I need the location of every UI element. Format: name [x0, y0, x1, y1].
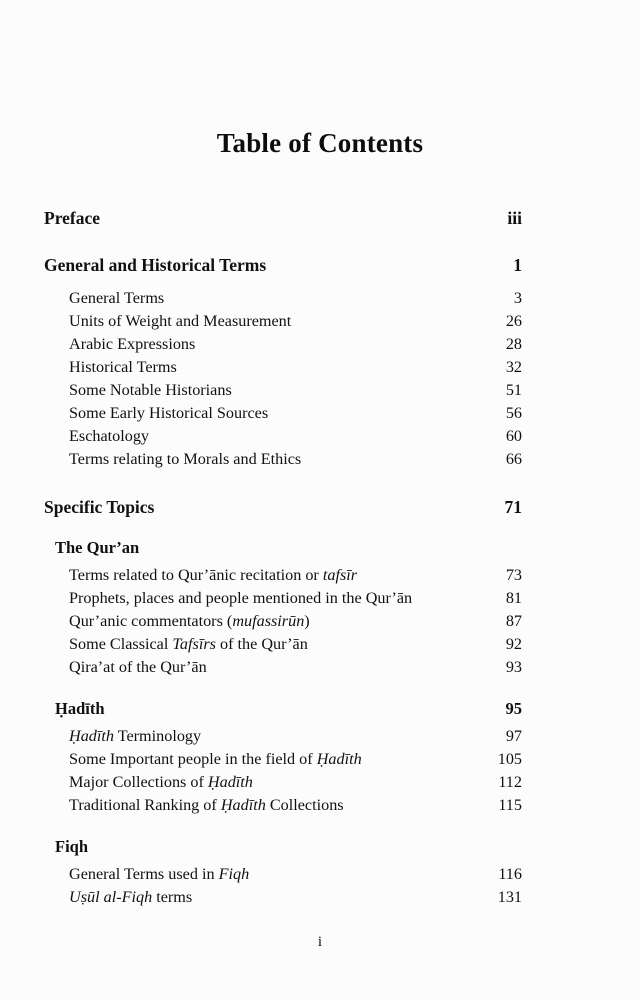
toc-entry[interactable] — [69, 863, 522, 886]
toc-entry[interactable] — [69, 725, 522, 748]
toc-entry-page-number: 60 — [505, 427, 522, 445]
spacer — [44, 229, 522, 255]
toc-entry-label: General and Historical Terms — [44, 255, 267, 275]
toc-entry-label: Uṣūl al-Fiqh terms — [69, 888, 193, 906]
transliterated-term: Ḥadīth — [69, 727, 114, 745]
toc-entry[interactable] — [44, 208, 522, 229]
page-title: Table of Contents — [216, 128, 424, 158]
toc-entry-label: Some Notable Historians — [69, 381, 232, 399]
toc-entry-label: Terms related to Qur’ānic recitation or tafsīr — [69, 566, 358, 584]
toc-entry-label: Specific Topics — [44, 497, 155, 517]
toc-entry-label: Arabic Expressions — [69, 335, 196, 353]
transliterated-term: mufassirūn — [232, 612, 305, 630]
spacer — [44, 817, 522, 837]
toc-entry-label: Eschatology — [69, 427, 150, 445]
toc-entry-label: Qira’at of the Qur’ān — [69, 658, 207, 676]
toc-entry-page-number: 32 — [505, 358, 522, 376]
toc-entry-label: Some Early Historical Sources — [69, 404, 269, 422]
spacer — [44, 679, 522, 699]
toc-entry-label: Preface — [44, 208, 101, 228]
spacer — [44, 276, 522, 287]
toc-entry-page-number: 92 — [505, 635, 522, 653]
toc-entry-label: Major Collections of Ḥadīth — [69, 773, 253, 791]
spacer — [44, 471, 522, 497]
toc-entry[interactable] — [69, 356, 522, 379]
toc-entry[interactable] — [44, 255, 522, 276]
toc-entry-page-number: 87 — [505, 612, 522, 630]
toc-entry-label: Prophets, places and people mentioned in the Qur’ān — [69, 589, 413, 607]
toc-entry-page-number: 115 — [498, 796, 522, 814]
toc-entry[interactable] — [69, 886, 522, 909]
toc-entry[interactable] — [69, 587, 522, 610]
toc-entry-label: General Terms — [69, 289, 165, 307]
toc-entry-label: The Qur’an — [55, 538, 140, 557]
toc-entry[interactable] — [69, 379, 522, 402]
toc-entry-label: Fiqh — [55, 837, 89, 856]
toc-entry-page-number: 81 — [505, 589, 522, 607]
toc-entry-page-number: 51 — [505, 381, 522, 399]
toc-entry-page-number: 28 — [505, 335, 522, 353]
toc-entry-page-number: 66 — [505, 450, 522, 468]
toc-entry[interactable] — [69, 287, 522, 310]
page-folio-number: i — [317, 934, 323, 950]
toc-entry-label: Ḥadīth Terminology — [69, 727, 202, 745]
toc-entry-page-number: 116 — [498, 865, 522, 883]
toc-entry[interactable] — [69, 310, 522, 333]
toc-entry[interactable] — [55, 699, 522, 719]
toc-entry[interactable] — [69, 425, 522, 448]
toc-entry[interactable] — [69, 633, 522, 656]
toc-entry[interactable] — [69, 610, 522, 633]
toc-entry-label: Terms relating to Morals and Ethics — [69, 450, 302, 468]
toc-entry-page-number: 95 — [505, 699, 522, 718]
toc-entry-page-number: 26 — [505, 312, 522, 330]
toc-entry[interactable] — [69, 748, 522, 771]
toc-entry-label: Traditional Ranking of Ḥadīth Collections — [69, 796, 344, 814]
toc-entry[interactable] — [44, 497, 522, 518]
transliterated-term: Ḥadīth — [207, 773, 253, 791]
toc-entry-page-number: 71 — [504, 497, 522, 517]
toc-entry-page-number: 97 — [505, 727, 522, 745]
toc-entry-page-number: 1 — [513, 255, 522, 275]
toc-entry-list — [44, 208, 522, 909]
transliterated-term: Fiqh — [218, 865, 250, 883]
toc-entry[interactable] — [69, 771, 522, 794]
toc-entry[interactable] — [69, 656, 522, 679]
toc-entry-page-number: 3 — [513, 289, 522, 307]
toc-entry-label: General Terms used in Fiqh — [69, 865, 250, 883]
toc-entry[interactable] — [69, 564, 522, 587]
toc-entry-page-number: 73 — [505, 566, 522, 584]
toc-entry[interactable] — [69, 794, 522, 817]
toc-entry[interactable] — [69, 333, 522, 356]
toc-entry[interactable] — [69, 448, 522, 471]
toc-entry-page-number: 56 — [505, 404, 522, 422]
toc-entry-page-number: 93 — [505, 658, 522, 676]
transliterated-term: Ḥadīth — [316, 750, 362, 768]
toc-entry-page-number: 112 — [498, 773, 522, 791]
toc-entry-page-number: 131 — [497, 888, 522, 906]
toc-entry-label: Ḥadīth — [55, 699, 105, 718]
transliterated-term: Ḥadīth — [220, 796, 266, 814]
transliterated-term: Uṣūl al-Fiqh — [69, 888, 153, 906]
toc-entry-label: Units of Weight and Measurement — [69, 312, 292, 330]
toc-entry[interactable] — [69, 402, 522, 425]
toc-entry-page-number: 105 — [497, 750, 522, 768]
transliterated-term: tafsīr — [322, 566, 358, 584]
toc-entry[interactable] — [55, 837, 522, 857]
toc-entry[interactable] — [55, 538, 522, 558]
toc-entry-page-number: iii — [507, 208, 522, 228]
spacer — [44, 518, 522, 538]
toc-entry-label: Some Important people in the field of Ḥadīth — [69, 750, 362, 768]
toc-entry-label: Qur’anic commentators (mufassirūn) — [69, 612, 310, 630]
transliterated-term: Tafsīrs — [172, 635, 216, 653]
toc-entry-label: Some Classical Tafsīrs of the Qur’ān — [69, 635, 308, 653]
toc-entry-label: Historical Terms — [69, 358, 177, 376]
